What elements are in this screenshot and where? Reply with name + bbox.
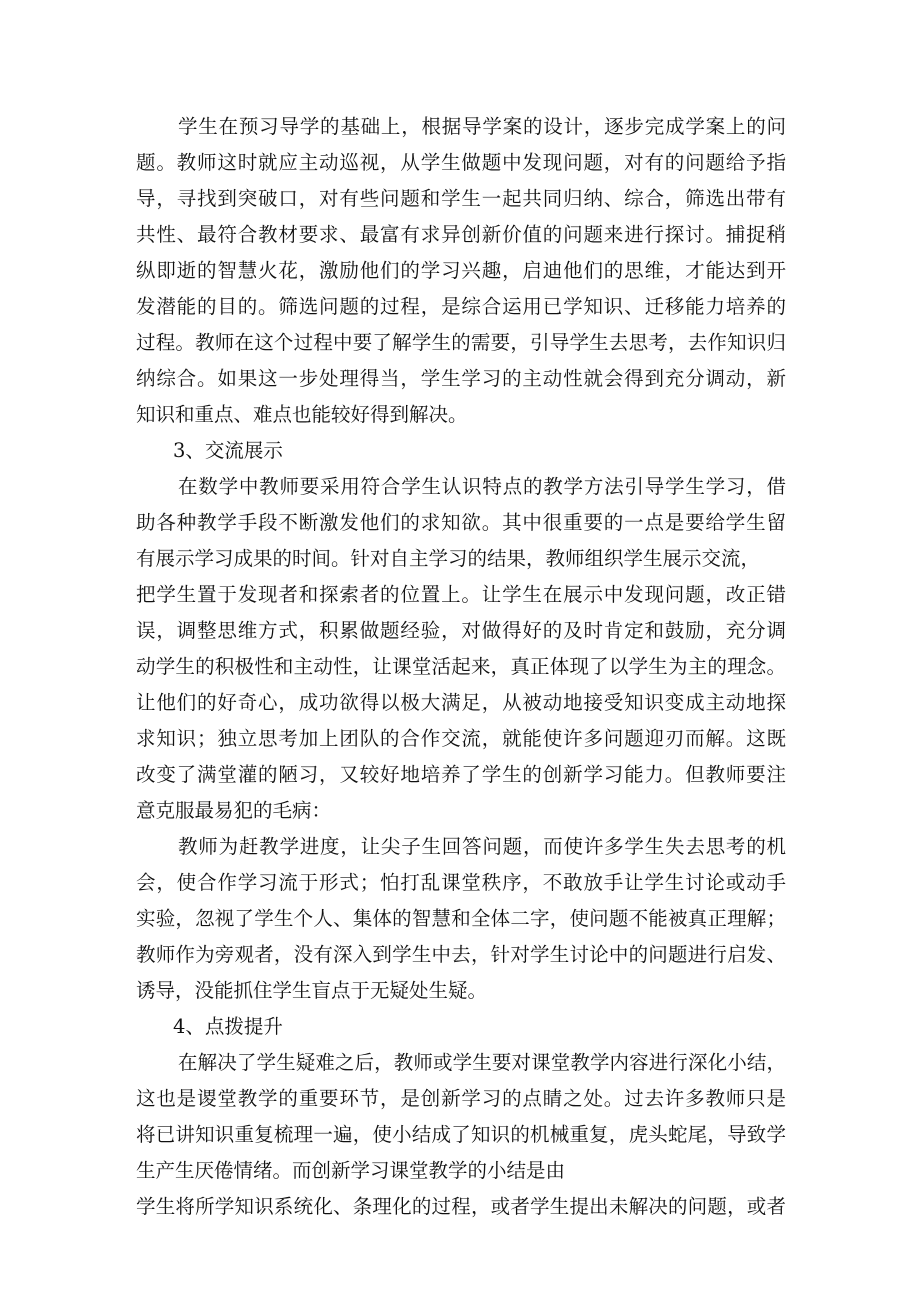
- text-line: 题。教师这时就应主动巡视，从学生做题中发现问题，对有的问题给予指: [136, 151, 786, 174]
- text-line: 误，调整思维方式，积累做题经验，对做得好的及时肯定和鼓励，充分调: [136, 619, 786, 642]
- text-line: 意克服最易犯的毛病：: [136, 799, 332, 822]
- text-line: 把学生置于发现者和探索者的位置上。让学生在展示中发现问题，改正错: [136, 583, 786, 606]
- text-line: 纵即逝的智慧火花，激励他们的学习兴趣，启迪他们的思维，才能达到开: [136, 259, 786, 282]
- text-line: 4、点拨提升: [173, 1015, 283, 1038]
- text-line: 生产生厌倦情绪。而创新学习课堂教学的小结是由: [136, 1159, 566, 1182]
- text-line: 教师作为旁观者，没有深入到学生中去，针对学生讨论中的问题进行启发、: [136, 943, 786, 966]
- text-line: 求知识；独立思考加上团队的合作交流，就能使许多问题迎刃而解。这既: [136, 727, 786, 750]
- text-line: 改变了满堂灌的陋习，又较好地培养了学生的创新学习能力。但教师要注: [136, 763, 786, 786]
- text-line: 发潜能的目的。筛选问题的过程，是综合运用已学知识、迁移能力培养的: [136, 295, 786, 318]
- text-line: 共性、最符合教材要求、最富有求异创新价值的问题来进行探讨。捕捉稍: [136, 223, 786, 246]
- text-line: 助各种教学手段不断激发他们的求知欲。其中很重要的一点是要给学生留: [136, 511, 786, 534]
- text-line: 学生在预习导学的基础上，根据导学案的设计，逐步完成学案上的问: [178, 115, 786, 138]
- text-line: 3、交流展示: [173, 439, 283, 462]
- text-line: 这也是谡堂教学的重要环节，是创新学习的点睛之处。过去许多教师只是: [136, 1087, 786, 1110]
- text-line: 将已讲知识重复梳理一遍，使小结成了知识的机械重复，虎头蛇尾，导致学: [136, 1123, 786, 1146]
- text-line: 动学生的积极性和主动性，让课堂活起来，真正体现了以学生为主的理念。: [136, 655, 786, 678]
- text-line: 在数学中教师要采用符合学生认识特点的教学方法引导学生学习，借: [178, 475, 786, 498]
- text-line: 学生将所学知识系统化、条理化的过程，或者学生提出未解决的问题，或者: [136, 1195, 786, 1218]
- text-line: 纳综合。如果这一步处理得当，学生学习的主动性就会得到充分调动，新: [136, 367, 786, 390]
- text-line: 教师为赶教学进度，让尖子生回答问题，而使许多学生失去思考的机: [178, 835, 786, 858]
- text-line: 在解决了学生疑难之后，教师或学生要对课堂教学内容进行深化小结，: [178, 1051, 786, 1074]
- text-line: 过程。教师在这个过程中要了解学生的需要，引导学生去思考，去作知识归: [136, 331, 786, 354]
- text-line: 实验，忽视了学生个人、集体的智慧和全体二字，使问题不能被真正理解；: [136, 907, 786, 930]
- text-line: 导，寻找到突破口，对有些问题和学生一起共同归纳、综合，筛选出带有: [136, 187, 786, 210]
- text-line: 诱导，没能抓住学生盲点于无疑处生疑。: [136, 979, 488, 1002]
- text-line: 有展示学习成果的时间。针对自主学习的结果，教师组织学生展示交流，: [136, 547, 761, 570]
- text-line: 知识和重点、难点也能较好得到解决。: [136, 403, 468, 426]
- text-line: 让他们的好奇心，成功欲得以极大满足，从被动地接受知识变成主动地探: [136, 691, 786, 714]
- text-line: 会，使合作学习流于形式；怕打乱课堂秩序，不敢放手让学生讨论或动手: [136, 871, 786, 894]
